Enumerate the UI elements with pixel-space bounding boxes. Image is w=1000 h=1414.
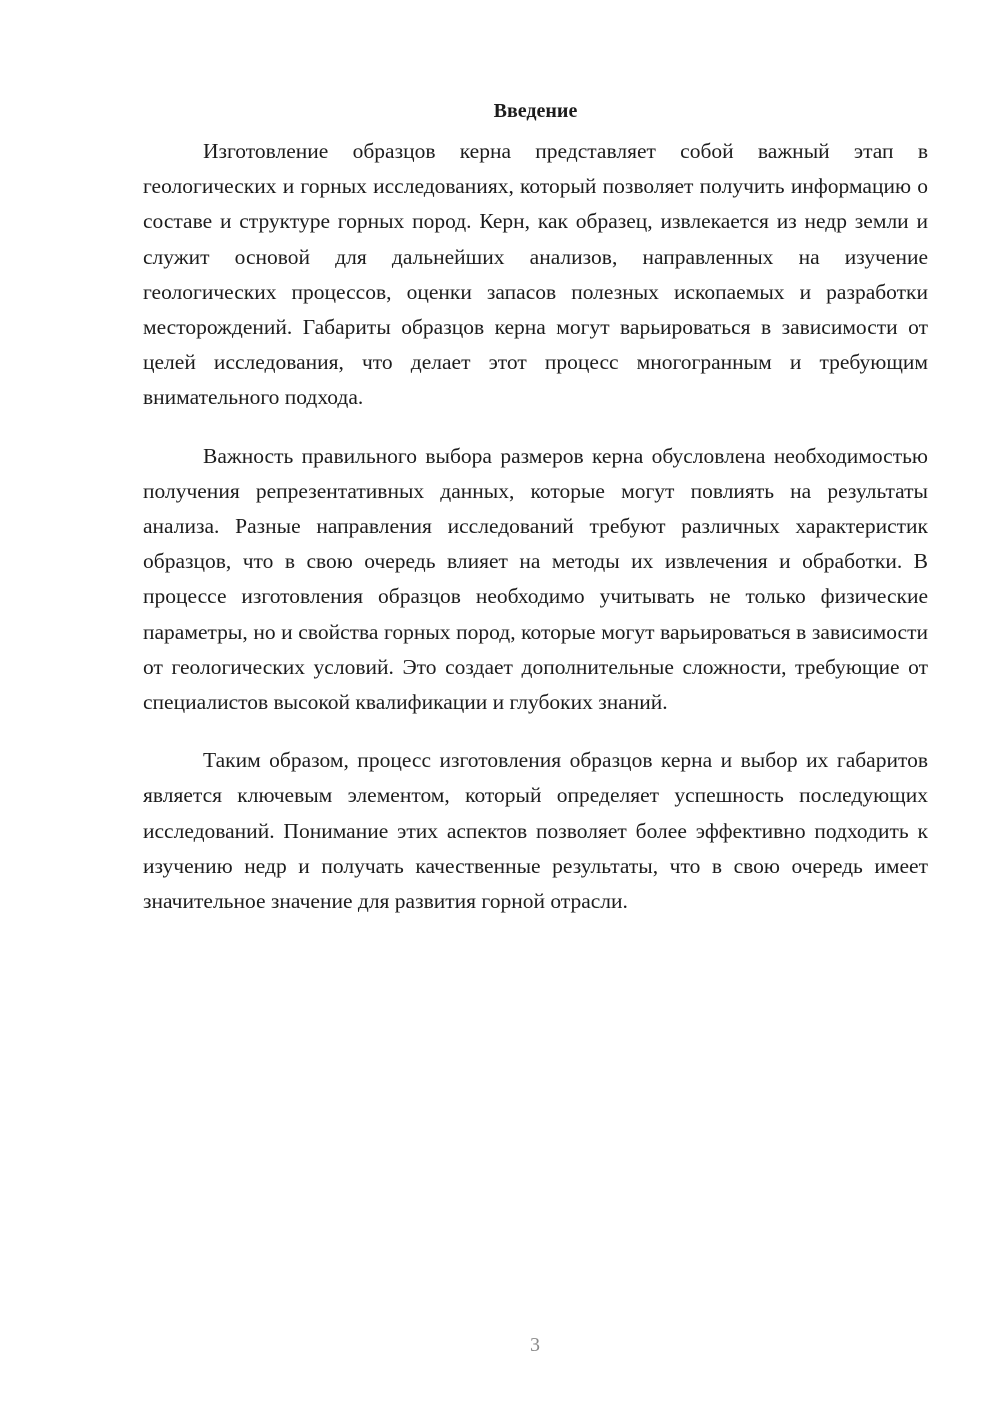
page-number: 3 xyxy=(530,1334,540,1356)
paragraph-spacer xyxy=(143,416,928,439)
paragraph-3: Таким образом, процесс изготовления образцов керна и выбор их габаритов является ключевым элементом, который определяет успешность последующих исследований. Понимание этих аспектов позволяет более эффективно подходить к изучению недр и получать качественные результаты, что в свою очередь имеет значительное значение для развития горной отрасли. xyxy=(143,748,928,914)
paragraph-1: Изготовление образцов керна представляет собой важный этап в геологических и горных исследованиях, который позволяет получить информацию о составе и структуре горных пород. Керн, как образец, извлекается из недр земли и служит основой для дальнейших анализов, направленных на изучение геологических процессов, оценки запасов полезных ископаемых и разработки месторождений. Габариты образцов керна могут варьироваться в зависимости от целей исследования, что делает этот процесс многогранным и требующим внимательного подхода. xyxy=(143,139,928,410)
paragraph-spacer xyxy=(143,720,928,743)
section-heading: Введение xyxy=(493,100,578,122)
page-content xyxy=(143,96,928,919)
paragraph-2: Важность правильного выбора размеров керна обусловлена необходимостью получения репрезентативных данных, которые могут повлиять на результаты анализа. Разные направления исследований требуют различных характеристик образцов, что в свою очередь влияет на методы их извлечения и обработки. В процессе изготовления образцов необходимо учитывать не только физические параметры, но и свойства горных пород, которые могут варьироваться в зависимости от геологических условий. Это создает дополнительные сложности, требующие от специалистов высокой квалификации и глубоких знаний. xyxy=(143,443,928,715)
